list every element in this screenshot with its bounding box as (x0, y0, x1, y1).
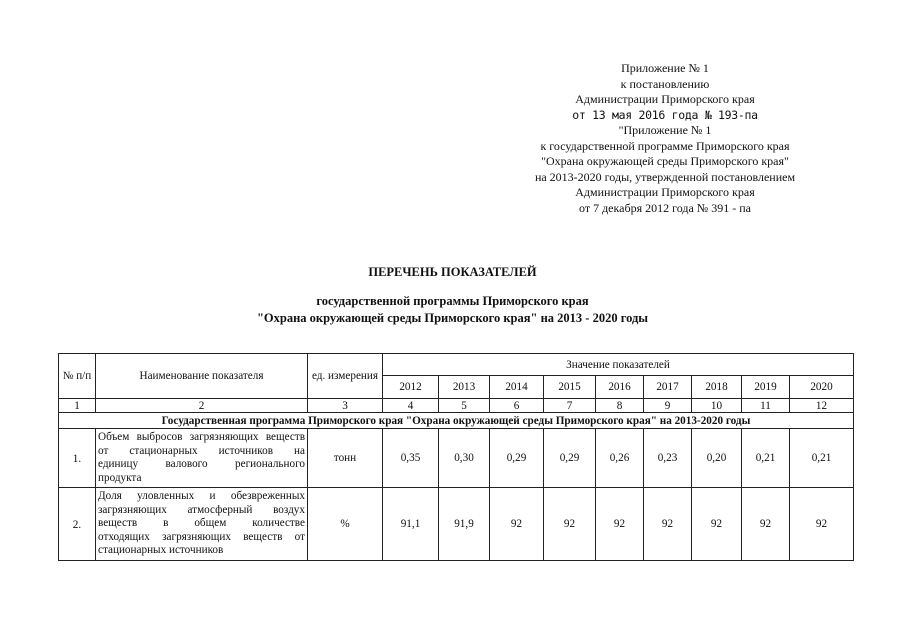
column-number: 5 (439, 399, 490, 413)
col-header-number: № п/п (59, 354, 96, 399)
value-cell: 92 (490, 488, 544, 561)
header-date-stamp: от 13 мая 2016 года № 193-па (572, 107, 758, 122)
unit-cell: % (308, 488, 383, 561)
indicator-name-line: продукта (98, 471, 142, 484)
indicators-table (58, 353, 854, 561)
value-cell: 0,20 (692, 429, 742, 488)
indicator-name-line: отходящих загрязняющих веществ от (98, 530, 305, 543)
indicator-name-line: Объем выбросов загрязняющих веществ (98, 431, 305, 443)
value-cell: 0,30 (439, 429, 490, 488)
year-header: 2012 (383, 376, 439, 399)
column-number: 3 (308, 399, 383, 413)
year-header: 2020 (790, 376, 854, 399)
row-number: 2. (59, 488, 96, 561)
header-line: "Приложение № 1 (618, 123, 712, 137)
row-number: 1. (59, 429, 96, 488)
header-line: от 7 декабря 2012 года № 391 - па (578, 200, 752, 215)
year-header: 2018 (692, 376, 742, 399)
year-header: 2013 (439, 376, 490, 399)
header-line: Администрации Приморского края (575, 92, 755, 106)
document-subtitle: "Охрана окружающей среды Приморского края" на 2013 - 2020 годы (256, 311, 649, 325)
column-number: 10 (692, 399, 742, 413)
value-cell: 92 (644, 488, 692, 561)
value-cell: 0,29 (544, 429, 596, 488)
unit-cell: тонн (308, 429, 383, 488)
value-cell: 92 (544, 488, 596, 561)
header-line: на 2013-2020 годы, утвержденной постановлением (534, 169, 796, 184)
column-number: 6 (490, 399, 544, 413)
header-line: Приложение № 1 (621, 61, 709, 75)
table-row (59, 429, 854, 488)
column-number: 9 (644, 399, 692, 413)
value-cell: 92 (742, 488, 790, 561)
column-number: 1 (59, 399, 96, 413)
year-header: 2014 (490, 376, 544, 399)
year-header: 2016 (596, 376, 644, 399)
indicator-name-line: загрязняющих атмосферный воздух (98, 503, 305, 516)
indicator-name-cell (96, 488, 308, 561)
indicator-name-cell (96, 429, 308, 488)
column-number: 4 (383, 399, 439, 413)
column-number: 2 (96, 399, 308, 413)
year-header: 2015 (544, 376, 596, 399)
value-cell: 0,21 (790, 429, 854, 488)
indicator-name-line: от стационарных источников на (98, 444, 305, 457)
value-cell: 91,9 (439, 488, 490, 561)
indicator-name-line: веществ в общем количестве (98, 517, 305, 529)
header-line: "Охрана окружающей среды Приморского края" (541, 154, 789, 168)
value-cell: 0,23 (644, 429, 692, 488)
section-header-row: Государственная программа Приморского края "Охрана окружающей среды Приморского края" на 2013-2020 годы (59, 413, 854, 429)
column-number: 8 (596, 399, 644, 413)
col-header-name: Наименование показателя (96, 354, 308, 399)
value-cell: 92 (596, 488, 644, 561)
col-header-values: Значение показателей (383, 354, 854, 376)
value-cell: 0,35 (383, 429, 439, 488)
document-title: ПЕРЕЧЕНЬ ПОКАЗАТЕЛЕЙ (368, 265, 537, 279)
indicator-name-line: Доля уловленных и обезвреженных (98, 490, 305, 502)
indicator-name-line: единицу валового регионального (98, 458, 305, 470)
header-line: к постановлению (620, 76, 710, 91)
value-cell: 0,21 (742, 429, 790, 488)
header-line: к государственной программе Приморского края (540, 138, 790, 153)
year-header: 2017 (644, 376, 692, 399)
indicator-name-line: стационарных источников (98, 544, 224, 556)
table-row (59, 488, 854, 561)
value-cell: 0,26 (596, 429, 644, 488)
value-cell: 0,29 (490, 429, 544, 488)
value-cell: 92 (790, 488, 854, 561)
col-header-unit: ед. измерения (308, 354, 383, 399)
year-header: 2019 (742, 376, 790, 399)
column-number: 12 (790, 399, 854, 413)
document-subtitle: государственной программы Приморского края (316, 294, 589, 308)
value-cell: 91,1 (383, 488, 439, 561)
column-number: 11 (742, 399, 790, 413)
column-number: 7 (544, 399, 596, 413)
header-line: Администрации Приморского края (575, 185, 755, 199)
appendix-header (500, 61, 830, 216)
value-cell: 92 (692, 488, 742, 561)
